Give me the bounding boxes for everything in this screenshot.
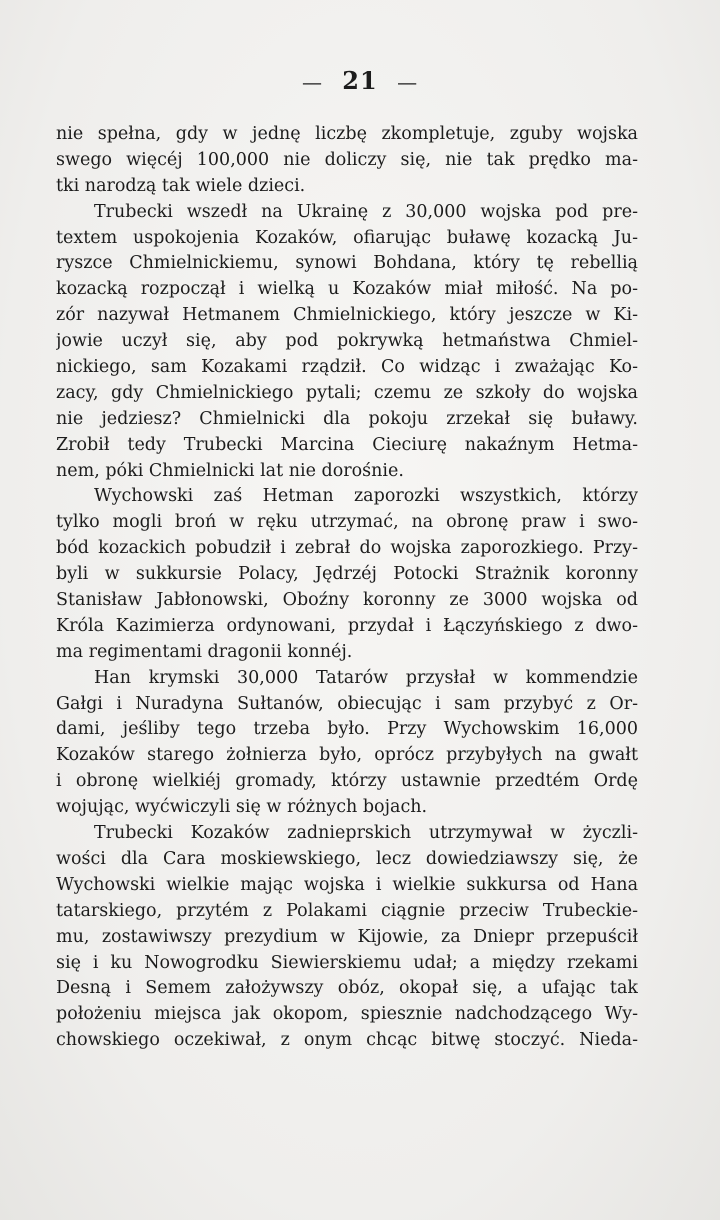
text-line: ryszce Chmielnickiemu, synowi Bohdana, który tę rebellią	[56, 253, 638, 274]
text-line: swego więcéj 100,000 nie doliczy się, nie tak prędko ma-	[56, 149, 638, 170]
text-line: i obronę wielkiéj gromady, którzy ustawnie przedtém Ordę	[56, 771, 638, 792]
text-line: nickiego, sam Kozakami rządził. Co widząc i zważając Ko-	[56, 357, 638, 378]
text-line: jowie uczył się, aby pod pokrywką hetmaństwa Chmiel-	[56, 331, 638, 352]
text-line: Wychowski wielkie mając wojska i wielkie sukkursa od Hana	[56, 874, 638, 895]
text-line: nem, póki Chmielnicki lat nie dorośnie.	[56, 460, 404, 481]
text-line: Zrobił tedy Trubecki Marcina Cieciurę nakaźnym Hetma-	[56, 434, 638, 455]
text-line: Desną i Semem założywszy obóz, okopał się, a ufając tak	[56, 978, 638, 999]
text-line: chowskiego oczekiwał, z onym chcąc bitwę stoczyć. Nieda-	[56, 1030, 638, 1051]
text-line: ma regimentami dragonii konnéj.	[56, 641, 353, 662]
text-line: zór nazywał Hetmanem Chmielnickiego, który jeszcze w Ki-	[56, 305, 638, 326]
text-line: bód kozackich pobudził i zebrał do wojska zaporozkiego. Przy-	[56, 538, 638, 559]
text-line: wojując, wyćwiczyli się w różnych bojach.	[56, 797, 428, 818]
header-dash-left: —	[301, 70, 323, 94]
text-line: Trubecki Kozaków zadnieprskich utrzymywał w życzli-	[94, 823, 638, 844]
text-line: tylko mogli broń w ręku utrzymać, na obronę praw i swo-	[56, 512, 638, 533]
text-line: położeniu miejsca jak okopom, spiesznie nadchodzącego Wy-	[56, 1004, 638, 1025]
text-line: mu, zostawiwszy prezydium w Kijowie, za Dniepr przepuścił	[56, 926, 638, 947]
page-number: 21	[342, 66, 378, 95]
text-line: Wychowski zaś Hetman zaporozki wszystkich, którzy	[94, 486, 638, 507]
header-dash-right: —	[397, 70, 419, 94]
text-line: zacy, gdy Chmielnickiego pytali; czemu ze szkoły do wojska	[56, 382, 638, 403]
text-line: Króla Kazimierza ordynowani, przydał i Łączyńskiego z dwo-	[56, 615, 638, 636]
text-line: tki narodzą tak wiele dzieci.	[56, 175, 306, 196]
page-header	[0, 66, 720, 95]
text-line: kozacką rozpoczął i wielką u Kozaków miał miłość. Na po-	[56, 279, 638, 300]
text-line: Kozaków starego żołnierza było, oprócz przybyłych na gwałt	[56, 745, 638, 766]
text-line: dami, jeśliby tego trzeba było. Przy Wychowskim 16,000	[56, 719, 638, 740]
text-line: Stanisław Jabłonowski, Oboźny koronny ze 3000 wojska od	[56, 590, 638, 611]
text-line: byli w sukkursie Polacy, Jędrzéj Potocki Strażnik koronny	[56, 564, 638, 585]
text-line: Gałgi i Nuradyna Sułtanów, obiecując i sam przybyć z Or-	[56, 693, 638, 714]
text-line: textem uspokojenia Kozaków, ofiarując buławę kozacką Ju-	[56, 227, 638, 248]
text-line: tatarskiego, przytém z Polakami ciągnie przeciw Trubeckie-	[56, 900, 638, 921]
text-line: się i ku Nowogrodku Siewierskiemu udał; a między rzekami	[56, 952, 638, 973]
text-line: nie jedziesz? Chmielnicki dla pokoju zrzekał się buławy.	[56, 408, 638, 429]
text-line: wości dla Cara moskiewskiego, lecz dowiedziawszy się, że	[56, 848, 638, 869]
body-text	[56, 122, 638, 1054]
text-line: nie spełna, gdy w jednę liczbę zkompletuje, zguby wojska	[56, 124, 638, 144]
text-line: Han krymski 30,000 Tatarów przysłał w kommendzie	[94, 667, 638, 688]
text-line: Trubecki wszedł na Ukrainę z 30,000 wojska pod pre-	[94, 201, 638, 222]
